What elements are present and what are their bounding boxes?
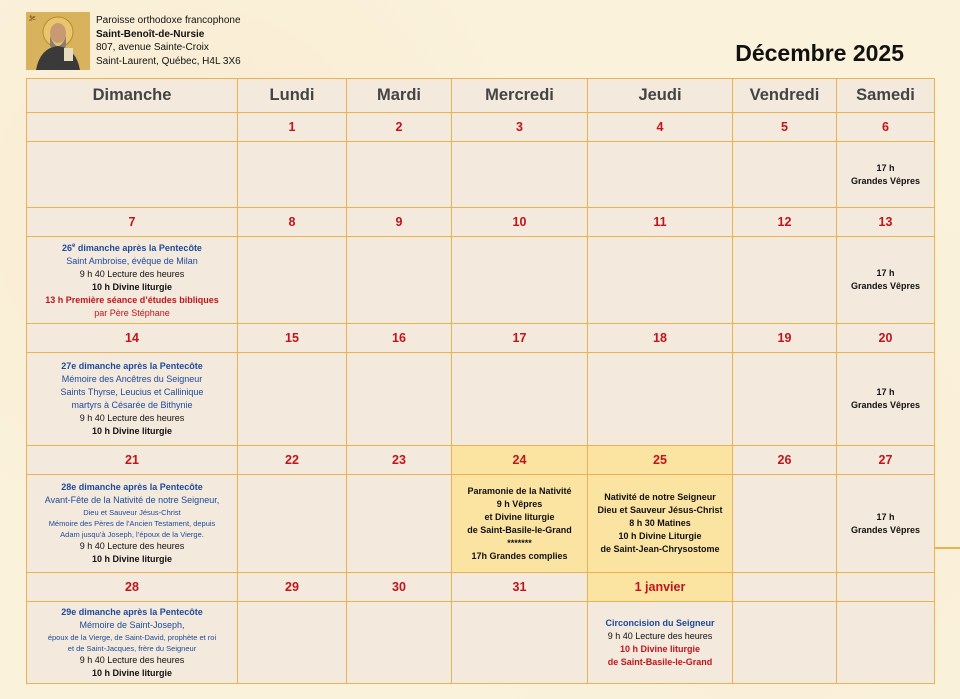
day-tuesday: Mardi — [347, 79, 452, 113]
week-1-dates — [27, 113, 935, 142]
saturday-event — [837, 475, 935, 573]
saints-detail: martyrs à Césarée de Bithynie — [71, 400, 193, 410]
saints-names: Saints Thyrse, Leucius et Callinique — [60, 387, 204, 397]
service-hours: 9 h 40 Lecture des heures — [79, 541, 185, 551]
event-cell — [238, 142, 347, 208]
event-cell — [238, 602, 347, 684]
sunday-title: 26e dimanche après la Pentecôte — [62, 243, 202, 253]
date-cell: 18 — [588, 324, 733, 353]
event-cell — [27, 142, 238, 208]
date-cell: 31 — [452, 573, 588, 602]
event-cell — [347, 237, 452, 324]
date-cell: 9 — [347, 208, 452, 237]
week-1-events — [27, 142, 935, 208]
month-title: Décembre 2025 — [735, 40, 904, 66]
event-cell — [347, 142, 452, 208]
bible-study-leader: par Père Stéphane — [94, 308, 170, 318]
feast-name: Mémoire de Saint-Joseph, — [79, 619, 185, 630]
service-liturgy: 10 h Divine liturgie — [91, 426, 173, 436]
date-cell: 5 — [733, 113, 837, 142]
liturgy-basil: de Saint-Basile-le-Grand — [467, 524, 572, 535]
feast-name: Avant-Fête de la Nativité de notre Seigneur, — [44, 495, 220, 505]
feast-name: Saint Ambroise, évêque de Milan — [66, 256, 198, 266]
day-saturday: Samedi — [837, 79, 935, 113]
date-cell — [733, 573, 837, 602]
date-cell: 13 — [837, 208, 935, 237]
date-cell: 27 — [837, 446, 935, 475]
liturgy-basil: de Saint-Basile-le-Grand — [607, 656, 713, 667]
nativity-event — [588, 475, 733, 573]
sunday-event — [27, 475, 238, 573]
event-time: 17 h — [876, 162, 895, 173]
event-cell — [733, 237, 837, 324]
date-cell: 30 — [347, 573, 452, 602]
date-cell: 1 — [238, 113, 347, 142]
date-cell: 17 — [452, 324, 588, 353]
saturday-event — [837, 237, 935, 324]
sunday-title: 27e dimanche après la Pentecôte — [61, 361, 203, 371]
circumcision-event — [588, 602, 733, 684]
event-cell — [588, 353, 733, 446]
complines: 17h Grandes complies — [471, 550, 568, 561]
week-2-events — [27, 237, 935, 324]
bible-study: 13 h Première séance d’études bibliques — [45, 295, 219, 305]
parish-saint: Saint-Benoît-de-Nursie — [96, 28, 205, 40]
event-cell — [837, 602, 935, 684]
parish-header — [26, 12, 936, 74]
liturgy-time: 10 h Divine Liturgie — [618, 531, 702, 541]
service-liturgy: 10 h Divine liturgie — [91, 282, 173, 292]
event-cell — [733, 602, 837, 684]
event-cell — [733, 353, 837, 446]
event-cell — [452, 353, 588, 446]
service-liturgy: 10 h Divine liturgie — [91, 667, 173, 678]
feast-name: Mémoire des Ancêtres du Seigneur — [61, 374, 203, 384]
event-cell — [347, 353, 452, 446]
sunday-title: 29e dimanche après la Pentecôte — [61, 606, 203, 617]
day-header-row — [27, 79, 935, 113]
event-cell — [347, 602, 452, 684]
service-liturgy: 10 h Divine liturgie — [91, 554, 173, 564]
date-cell: 20 — [837, 324, 935, 353]
day-monday: Lundi — [238, 79, 347, 113]
date-cell: 12 — [733, 208, 837, 237]
date-cell: 1 janvier — [588, 573, 733, 602]
event-title: Grandes Vêpres — [850, 175, 921, 186]
saturday-event — [837, 353, 935, 446]
fathers-memorial: Mémoire des Pères de l’Ancien Testament, depuis — [48, 519, 216, 528]
calendar-grid — [26, 78, 935, 684]
event-cell — [452, 237, 588, 324]
day-sunday: Dimanche — [27, 79, 238, 113]
nativity-title: Nativité de notre Seigneur — [604, 492, 716, 502]
date-cell: 7 — [27, 208, 238, 237]
feast-detail: époux de la Vierge, de Saint-David, prophète et roi — [47, 632, 217, 642]
date-cell: 23 — [347, 446, 452, 475]
event-cell — [588, 142, 733, 208]
feast-detail-2: et de Saint-Jacques, frère du Seigneur — [67, 643, 197, 653]
date-cell: 16 — [347, 324, 452, 353]
event-time: 17 h — [876, 387, 895, 397]
service-hours: 9 h 40 Lecture des heures — [79, 654, 185, 665]
sunday-event — [27, 237, 238, 324]
date-cell: 22 — [238, 446, 347, 475]
date-cell: 19 — [733, 324, 837, 353]
matins-time: 8 h 30 Matines — [629, 518, 691, 528]
service-hours: 9 h 40 Lecture des heures — [79, 269, 185, 279]
day-wednesday: Mercredi — [452, 79, 588, 113]
saint-icon — [26, 12, 90, 70]
parish-name: Paroisse orthodoxe francophone — [96, 15, 241, 26]
week-3-events — [27, 353, 935, 446]
week-2-dates — [27, 208, 935, 237]
day-friday: Vendredi — [733, 79, 837, 113]
liturgy-time: 10 h Divine liturgie — [619, 643, 701, 654]
date-cell: 8 — [238, 208, 347, 237]
svg-text:ѮЄ: ѮЄ — [29, 16, 36, 22]
event-title: Grandes Vêpres — [850, 400, 921, 410]
week-4-dates — [27, 446, 935, 475]
event-cell — [238, 237, 347, 324]
date-cell: 28 — [27, 573, 238, 602]
liturgy-line: et Divine liturgie — [484, 511, 555, 522]
date-cell: 14 — [27, 324, 238, 353]
sunday-event — [27, 353, 238, 446]
date-cell: 29 — [238, 573, 347, 602]
event-title: Grandes Vêpres — [850, 281, 921, 291]
date-cell: 11 — [588, 208, 733, 237]
separator: ******* — [507, 537, 532, 548]
event-cell — [238, 475, 347, 573]
service-hours: 9 h 40 Lecture des heures — [607, 630, 713, 641]
sunday-event — [27, 602, 238, 684]
date-cell — [837, 573, 935, 602]
event-cell — [588, 237, 733, 324]
parish-city: Saint-Laurent, Québec, H4L 3X6 — [96, 55, 241, 67]
date-cell — [27, 113, 238, 142]
event-cell — [733, 475, 837, 573]
event-title: Grandes Vêpres — [850, 524, 921, 535]
parish-info — [96, 14, 241, 68]
decorative-rule — [934, 547, 960, 549]
date-cell: 4 — [588, 113, 733, 142]
week-5-dates — [27, 573, 935, 602]
week-4-events — [27, 475, 935, 573]
nativity-subtitle: Dieu et Sauveur Jésus-Christ — [597, 505, 723, 515]
date-cell: 10 — [452, 208, 588, 237]
saturday-event — [837, 142, 935, 208]
paramonie-title: Paramonie de la Nativité — [467, 485, 572, 496]
day-thursday: Jeudi — [588, 79, 733, 113]
event-time: 17 h — [876, 511, 895, 522]
sunday-title: 28e dimanche après la Pentecôte — [61, 482, 203, 492]
week-3-dates — [27, 324, 935, 353]
date-cell: 24 — [452, 446, 588, 475]
event-cell — [238, 353, 347, 446]
vespers-time: 9 h Vêpres — [496, 498, 543, 509]
date-cell: 25 — [588, 446, 733, 475]
event-cell — [452, 142, 588, 208]
paramonie-event — [452, 475, 588, 573]
week-5-events — [27, 602, 935, 684]
parish-address: 807, avenue Sainte-Croix — [96, 42, 209, 53]
fathers-memorial-detail: Adam jusqu’à Joseph, l’époux de la Vierge. — [60, 530, 204, 539]
liturgy-chrysostom: de Saint-Jean-Chrysostome — [600, 544, 720, 554]
date-cell: 26 — [733, 446, 837, 475]
date-cell: 21 — [27, 446, 238, 475]
event-cell — [452, 602, 588, 684]
date-cell: 15 — [238, 324, 347, 353]
event-time: 17 h — [876, 268, 895, 278]
date-cell: 6 — [837, 113, 935, 142]
circumcision-title: Circoncision du Seigneur — [605, 617, 715, 628]
feast-subtitle: Dieu et Sauveur Jésus-Christ — [83, 508, 181, 517]
event-cell — [733, 142, 837, 208]
date-cell: 2 — [347, 113, 452, 142]
date-cell: 3 — [452, 113, 588, 142]
event-cell — [347, 475, 452, 573]
service-hours: 9 h 40 Lecture des heures — [79, 413, 185, 423]
